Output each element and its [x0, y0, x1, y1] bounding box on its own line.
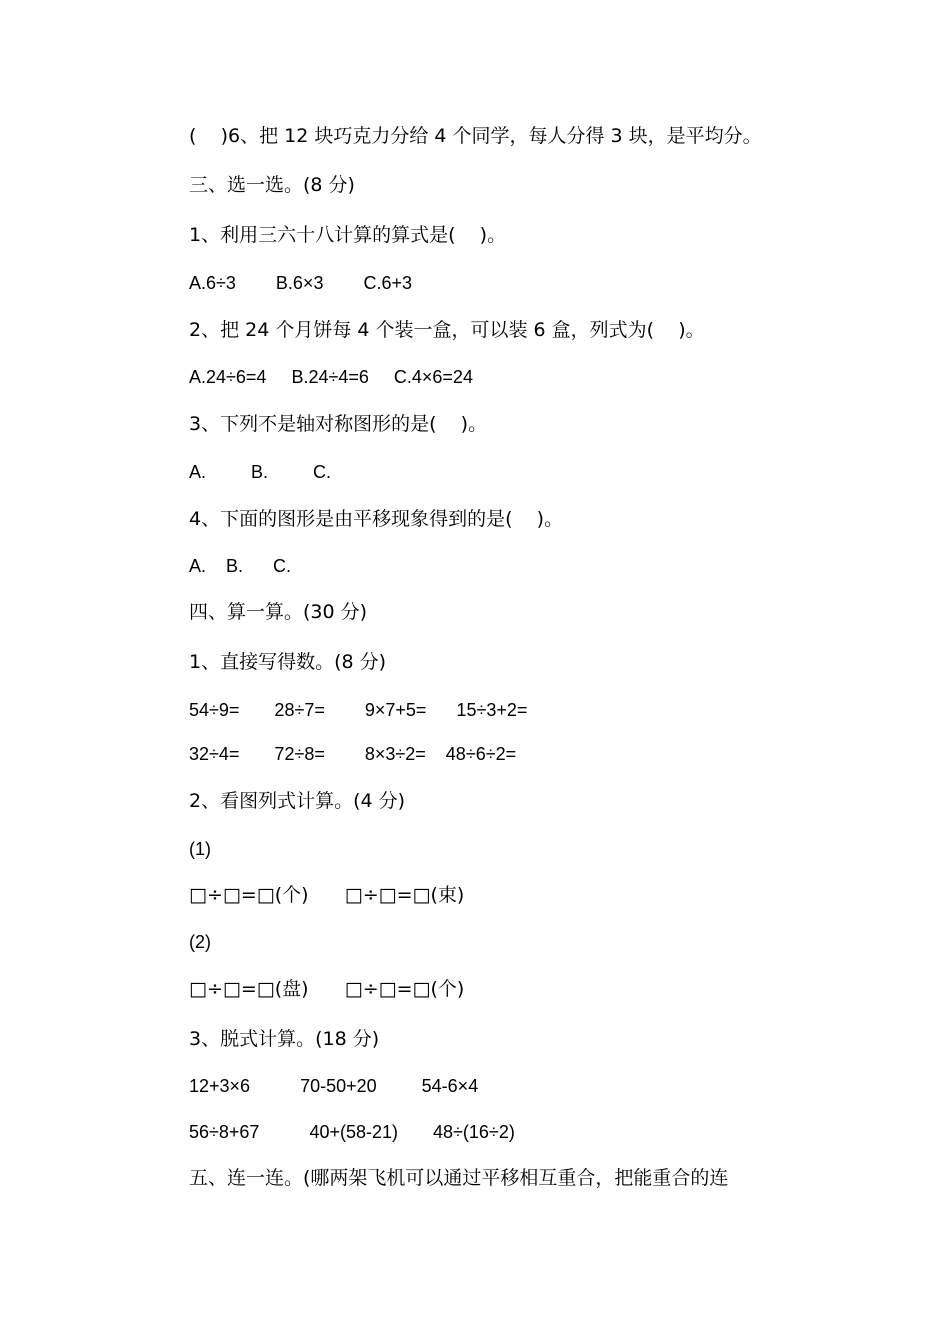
calc-question-1: 1、直接写得数。(8 分) — [189, 651, 387, 673]
section-3-heading: 三、选一选。(8 分) — [189, 174, 355, 196]
sub-question-2-blanks: □÷□=□(盘) □÷□=□(个) — [189, 978, 465, 1000]
sub-question-1-blanks: □÷□=□(个) □÷□=□(束) — [189, 884, 465, 906]
calc-question-2: 2、看图列式计算。(4 分) — [189, 790, 406, 812]
sub-question-1-label: (1) — [189, 839, 211, 859]
choice-question-1-options: A.6÷3 B.6×3 C.6+3 — [189, 273, 412, 293]
choice-question-4: 4、下面的图形是由平移现象得到的是( )。 — [189, 508, 564, 530]
choice-question-2-options: A.24÷6=4 B.24÷4=6 C.4×6=24 — [189, 367, 473, 387]
judge-question-6: ( )6、把 12 块巧克力分给 4 个同学，每人分得 3 块，是平均分。 — [189, 125, 762, 147]
sub-question-2-label: (2) — [189, 932, 211, 952]
choice-question-1: 1、利用三六十八计算的算式是( )。 — [189, 224, 507, 246]
step-calc-row-2: 56÷8+67 40+(58-21) 48÷(16÷2) — [189, 1122, 515, 1142]
step-calc-row-1: 12+3×6 70-50+20 54-6×4 — [189, 1076, 479, 1096]
choice-question-3: 3、下列不是轴对称图形的是( )。 — [189, 413, 488, 435]
calc-question-3: 3、脱式计算。(18 分) — [189, 1028, 380, 1050]
calc-row-1: 54÷9= 28÷7= 9×7+5= 15÷3+2= — [189, 700, 528, 720]
choice-question-2: 2、把 24 个月饼每 4 个装一盒，可以装 6 盒，列式为( )。 — [189, 319, 705, 341]
section-5-heading: 五、连一连。(哪两架飞机可以通过平移相互重合，把能重合的连 — [189, 1167, 729, 1189]
choice-question-3-options: A. B. C. — [189, 462, 332, 482]
calc-row-2: 32÷4= 72÷8= 8×3÷2= 48÷6÷2= — [189, 744, 517, 764]
choice-question-4-options: A. B. C. — [189, 556, 292, 576]
section-4-heading: 四、算一算。(30 分) — [189, 601, 368, 623]
